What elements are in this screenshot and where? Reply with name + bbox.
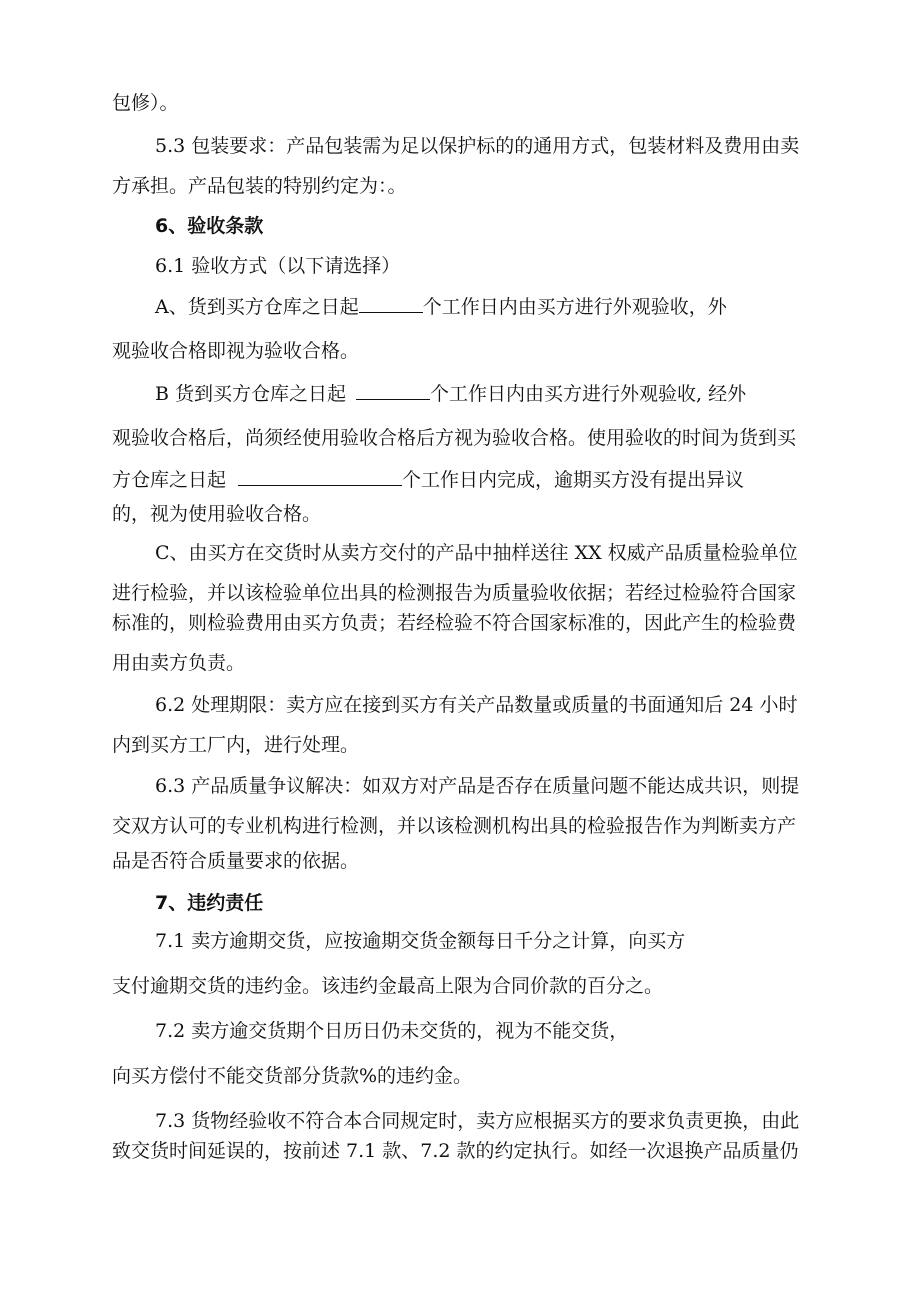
paragraph-line: 包修）。 bbox=[112, 92, 179, 114]
section-heading-acceptance: 6、验收条款 bbox=[155, 215, 264, 237]
paragraph-line: 进行检验，并以该检验单位出具的检测报告为质量验收依据；若经过检验符合国家 bbox=[112, 582, 797, 604]
paragraph-line: 观验收合格即视为验收合格。 bbox=[112, 340, 360, 362]
option-b-text-start: B 货到买方仓库之日起 bbox=[155, 383, 347, 405]
blank-field bbox=[356, 380, 430, 400]
option-b-line bbox=[155, 380, 746, 406]
paragraph-line: 用由卖方负责。 bbox=[112, 652, 246, 674]
paragraph-line: 7.1 卖方逾期交货，应按逾期交货金额每日千分之计算，向买方 bbox=[155, 930, 686, 952]
paragraph-line: 致交货时间延误的，按前述 7.1 款、7.2 款的约定执行。如经一次退换产品质量仍 bbox=[112, 1140, 799, 1162]
paragraph-line: 向买方偿付不能交货部分货款%的违约金。 bbox=[112, 1065, 473, 1087]
usage-text-end: 个工作日内完成，逾期买方没有提出异议 bbox=[402, 469, 745, 491]
paragraph-line: 7.2 卖方逾交货期个日历日仍未交货的，视为不能交货， bbox=[155, 1020, 629, 1042]
paragraph-line: 6.3 产品质量争议解决：如双方对产品是否存在质量问题不能达成共识，则提 bbox=[155, 775, 800, 797]
paragraph-line: 标准的，则检验费用由买方负责；若经检验不符合国家标准的，因此产生的检验费 bbox=[112, 612, 797, 634]
paragraph-line: 6.2 处理期限：卖方应在接到买方有关产品数量或质量的书面通知后 24 小时 bbox=[155, 694, 798, 716]
paragraph-line: 方承担。产品包装的特别约定为：。 bbox=[112, 175, 407, 197]
option-a-text-end: 个工作日内由买方进行外观验收，外 bbox=[422, 296, 727, 318]
paragraph-line: C、由买方在交货时从卖方交付的产品中抽样送往 XX 权威产品质量检验单位 bbox=[155, 542, 798, 564]
paragraph-line: 内到买方工厂内，进行处理。 bbox=[112, 734, 360, 756]
paragraph-line: 支付逾期交货的违约金。该违约金最高上限为合同价款的百分之。 bbox=[112, 975, 664, 997]
paragraph-line: 6.1 验收方式（以下请选择） bbox=[155, 255, 401, 277]
option-a-line bbox=[155, 293, 727, 319]
paragraph-line: 交双方认可的专业机构进行检测，并以该检测机构出具的检验报告作为判断卖方产 bbox=[112, 815, 797, 837]
blank-field bbox=[359, 293, 423, 313]
paragraph-line: 品是否符合质量要求的依据。 bbox=[112, 850, 360, 872]
blank-field bbox=[238, 466, 402, 486]
paragraph-line: 7.3 货物经验收不符合本合同规定时，卖方应根据买方的要求负责更换，由此 bbox=[155, 1110, 800, 1132]
usage-acceptance-line bbox=[112, 466, 744, 492]
paragraph-line: 观验收合格后，尚须经使用验收合格后方视为验收合格。使用验收的时间为货到买 bbox=[112, 427, 797, 449]
option-a-text-start: A、货到买方仓库之日起 bbox=[155, 296, 359, 318]
paragraph-line: 5.3 包装要求：产品包装需为足以保护标的的通用方式，包装材料及费用由卖 bbox=[155, 135, 800, 157]
section-heading-liability: 7、违约责任 bbox=[155, 892, 264, 914]
option-b-text-end: 个工作日内由买方进行外观验收, 经外 bbox=[430, 383, 747, 405]
usage-text-start: 方仓库之日起 bbox=[112, 469, 227, 491]
paragraph-line: 的，视为使用验收合格。 bbox=[112, 503, 322, 525]
